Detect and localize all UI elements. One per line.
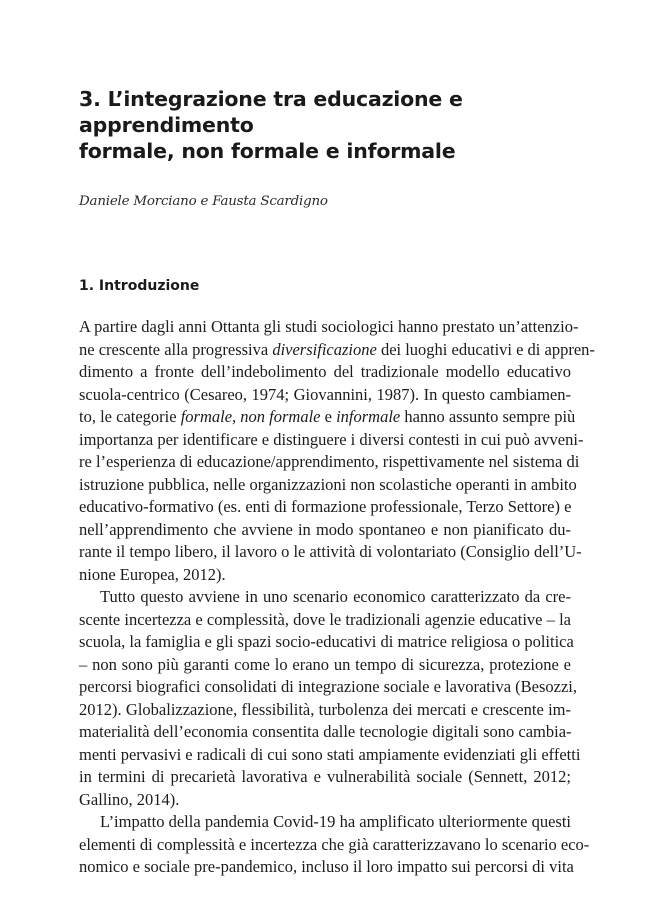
chapter-title-line-1: 3. L’integrazione tra educazione e apprendimento (79, 87, 463, 137)
text-line: scuola-centrico (Cesareo, 1974; Giovannini, 1987). In questo cambiamen- (79, 384, 571, 404)
text-line: menti pervasivi e radicali di cui sono stati ampiamente evidenziati gli effetti (79, 744, 581, 764)
text-line: in termini di precarietà lavorativa e vulnerabilità sociale (Sennett, 2012; (79, 767, 571, 786)
text-line: Gallino, 2014). (79, 789, 180, 809)
text-line: educativo-formativo (es. enti di formazione professionale, Terzo Settore) e (79, 497, 572, 516)
emphasis: informale (336, 407, 401, 426)
text-line: ne crescente alla progressiva diversificazione dei luoghi educativi e di appren- (79, 339, 595, 359)
text-line: to, le categorie formale, non formale e informale hanno assunto sempre più (79, 407, 576, 426)
chapter-title (79, 86, 579, 164)
text-line: A partire dagli anni Ottanta gli studi sociologici hanno prestato un’attenzio- (79, 317, 579, 336)
text-line: L’impatto della pandemia Covid-19 ha amplificato ulteriormente questi (100, 812, 571, 831)
section-heading: 1. Introduzione (79, 278, 200, 294)
text-line: nomico e sociale pre-pandemico, incluso il loro impatto sui percorsi di vita (79, 857, 574, 876)
emphasis: formale, non formale (180, 407, 321, 426)
text-line: percorsi biografici consolidati di integrazione sociale e lavorativa (Besozzi, (79, 677, 578, 696)
text-line: nell’apprendimento che avviene in modo spontaneo e non pianificato du- (79, 519, 571, 539)
emphasis: diversificazione (272, 339, 377, 359)
text-line: nione Europea, 2012). (79, 564, 226, 584)
text-line: dimento a fronte dell’indebolimento del tradizionale modello educativo (79, 362, 571, 381)
text-line: re l’esperienza di educazione/apprendimento, rispettivamente nel sistema di (79, 452, 580, 471)
text-line: elementi di complessità e incertezza che già caratterizzavano lo scenario eco- (79, 834, 590, 854)
text-line: Tutto questo avviene in uno scenario economico caratterizzato da cre- (100, 587, 571, 606)
text-line: – non sono più garanti come lo erano un tempo di sicurezza, protezione e (79, 654, 571, 674)
chapter-title-line-2: formale, non formale e informale (79, 139, 456, 163)
text-line: 2012). Globalizzazione, flessibilità, turbolenza dei mercati e crescente im- (79, 699, 571, 719)
authors: Daniele Morciano e Fausta Scardigno (79, 194, 328, 209)
text-line: materialità dell’economia consentita dalle tecnologie digitali sono cambia- (79, 722, 572, 741)
text-line: rante il tempo libero, il lavoro o le attività di volontariato (Consiglio dell’U- (79, 542, 582, 561)
body-text (79, 316, 595, 879)
text-line: importanza per identificare e distinguere i diversi contesti in cui può avveni- (79, 429, 584, 449)
text-line: scente incertezza e complessità, dove le tradizionali agenzie educative – la (79, 609, 571, 629)
text-line: scuola, la famiglia e gli spazi socio-educativi di matrice religiosa o politica (79, 632, 574, 651)
text-line: istruzione pubblica, nelle organizzazioni non scolastiche operanti in ambito (79, 474, 577, 494)
